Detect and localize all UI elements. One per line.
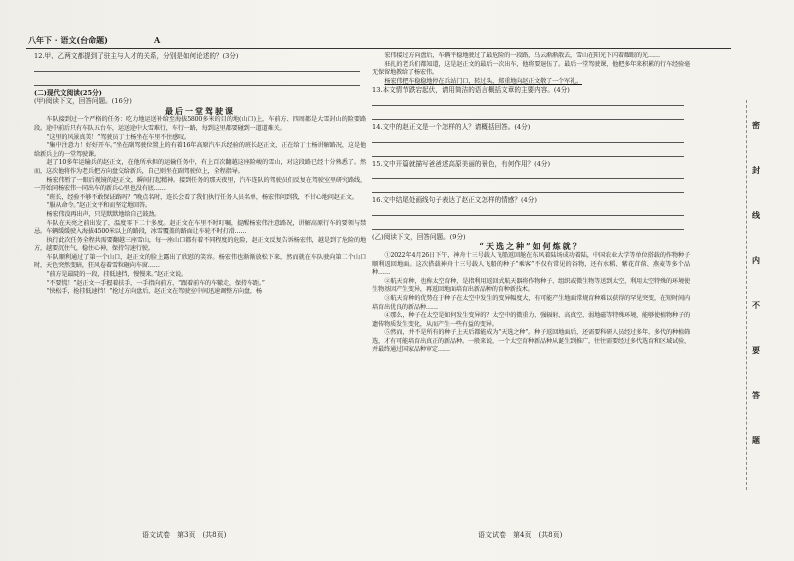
seal-char: 封 [752, 165, 760, 175]
question-16: 16.文中结尾处画线句子表达了赵正文怎样的情感？(4分) [372, 196, 537, 205]
seal-char: 题 [752, 435, 760, 445]
part-a-instructions: (甲)阅读下文，回答问题。(16分) [34, 97, 132, 106]
paragraph: 车队顺利通过了第一个山口，赵正文的脸上露出了欣慰的笑容。杨宏伟也渐渐放松下来，然而就在车队驶向第二个山口时，天色突然变暗，狂风卷着雪粒砸向车窗…… [34, 253, 366, 270]
seal-char: 线 [752, 210, 760, 220]
answer-line [372, 182, 684, 193]
page-footer-right: 语文试卷 第4页 (共8页) [478, 531, 563, 539]
paragraph: 车队在天亮之前出发了，温度零下二十多度。赵正文在车里不时叮嘱，提醒杨宏伟注意路况，讲解高原行车的要领与禁忌。车辆缓缓驶入海拔4500米以上的路段，冰雪覆盖的路面让车轮不时打滑…… [34, 219, 366, 236]
answer-line [372, 95, 684, 106]
paragraph: 车队接到过一个严格的任务：吃力地运送补给至海拔5800多米的目的地(山口)上，车前方、四周都是大雪封山的险要路段。途中前后只有车队五台车，运送途中大雪难行，车行一路，每到这里都要碰到一道道难关。 [34, 116, 366, 132]
paragraph: 宏伟接过方向盘后，车辆平稳地驶过了最危险的一段路，乌云渐渐散去，雪山在阳光下闪着耀眼的光…… [384, 52, 660, 59]
paragraph: ②航天育种，也称太空育种，是指利用返回式航天器将作物种子、组织或微生物等送到太空，利用太空特殊的环境使生物基因产生变异，再返回地面培育出新品种的育种新技术。 [372, 277, 690, 294]
answer-line [34, 75, 360, 86]
seal-line-warning [736, 100, 772, 490]
article-title: “天选之种”如何炼就？ [479, 241, 583, 252]
seal-char: 密 [752, 120, 760, 130]
paragraph: ③航天育种的优势在于种子在太空中发生的变异幅度大，有可能产生地面常规育种难以获得的罕见突变，在短时间内培育出优良的新品种…… [372, 294, 690, 311]
seal-char: 不 [752, 300, 760, 310]
paragraph: 杨宏伟没再出声，只是默默地给自己鼓劲。 [46, 210, 161, 218]
page-footer-left: 语文试卷 第3页 (共8页) [142, 531, 227, 539]
right-column [372, 52, 690, 520]
question-15: 15.文中开篇就描写爸爸述高原美丽的景色，有何作用？(4分) [372, 159, 551, 168]
paragraph: 杨宏伟暂了一眼后视镜的赵正文，瞬间打起精神。接到任务的那天夜里，汽车连队的驾驶员们反复在驾驶室里研究路线，一开始同杨宏伟一同出车的新兵心里也没有底…… [34, 176, 366, 193]
article-title: 最后一堂驾驶课 [165, 105, 235, 116]
paragraph: “前方是最陡的一段，挂低速挡，慢慢来。”赵正文说。 [46, 271, 187, 279]
paragraph: ①2022年4月26日下午，神舟十三号载人飞船返回舱在东风着陆场成功着陆，中国农业大学等单位搭载的作物种子顺利返回地面。这次搭载神舟十三号载人飞船的种子“乘客”不仅有常见的谷物，还有水稻、紫花苜蓿、燕麦等多个品种…… [372, 251, 690, 277]
question-13: 13.本文情节跌宕起伏，请用简洁的语言概括文章的主要内容。(4分) [372, 86, 570, 95]
section-heading: (二)现代文阅读(25分) [34, 88, 102, 97]
paragraph: 驻扎的老兵们都知道，这是赵正文的最后一次出车，他将要退伍了。最后一堂驾驶课，他把多年来积累的行车经验毫无保留地教给了杨宏伟。 [372, 60, 690, 77]
answer-line [372, 205, 684, 216]
answer-line [372, 146, 684, 157]
paragraph: 执行此次任务全程共需要翻越三座雪山，每一座山口都有着不同程度的危险，赵正文反复告诉杨宏伟，越是到了危险的地方，越要沉住气，稳住心神，保持匀速行驶。 [34, 236, 366, 253]
answer-line [372, 168, 684, 179]
paper-version-label: A [154, 35, 161, 45]
seal-dashed-line [746, 100, 747, 490]
answer-line [372, 132, 684, 143]
paragraph: 赵了10多年运输兵的赵正文，在他所承担的运输任务中，有上百次翻越这座险峻的雪山，对这段路已经十分熟悉了。然而，这次他将作为老兵把方向盘交给新兵，自己则坐在副驾驶位上，全程指导。 [34, 159, 366, 175]
seal-char: 内 [752, 255, 760, 265]
answer-line [34, 61, 360, 72]
paragraph: ④那么，种子在太空是如何发生变异的？太空中的微重力、强辐射、高真空、弱地磁等特殊环境，能够使植物种子的遗传物质发生变化，从而产生一些有益的变异。 [372, 312, 690, 328]
paragraph: “服从命令。”赵正文平和而坚定地回答。 [46, 202, 152, 210]
paragraph: “快松手，抢挂低速挡！”抢过方向盘后，赵正文在驾驶室中间迅速调整方向盘，杨 [46, 288, 262, 296]
question-14: 14.文中的赵正文是一个怎样的人？请概括回答。(4分) [372, 122, 531, 131]
question-12: 12.甲、乙两文都提到了驻主与人才的关系，分别是如何论述的？(3分) [34, 52, 239, 60]
paragraph: “班长，经验不够不敢保证路吗？”晚点名时，连长会看了我们执行任务人员名单，杨宏伟问到我，不甘心地问赵正文。 [46, 193, 358, 201]
answer-line [372, 219, 684, 230]
left-column [34, 52, 366, 520]
underlined-paragraph: 杨宏伟把车稳稳地停在兵站门口，转过头，郑重地向赵正文敬了一个军礼。 [384, 77, 582, 85]
page-header [26, 34, 731, 49]
answer-line [372, 109, 684, 120]
paragraph: “这里的风景真美！”驾驶员丁士杨坐在车里不住感叹。 [46, 133, 191, 141]
paragraph: “不要慌！”赵正文一手握着扶手，一手指向前方，“跟着前车的车辙走，保持车距。” [46, 279, 265, 287]
part-b-instructions: (乙)阅读下文，回答问题。(9分) [372, 232, 466, 241]
seal-char: 答 [752, 390, 760, 400]
seal-char: 要 [752, 345, 760, 355]
paragraph: ⑤然而，并不是所有的种子上天后都能成为“天选之种”。种子返回地面后，还需要科研人员经过多年、多代的种植筛选，才有可能培育出真正的新品种。一般来说，一个太空育种新品种从诞生到推广，往往需要经过多代选育和区域试验，并最终通过国家品种审定…… [372, 329, 690, 354]
grade-subject-label: 八年下 · 语文(台命题) [28, 35, 108, 45]
paragraph: “集中注意力！好好开车。”坐在副驾驶位置上的有着16年高原汽车兵经验的班长赵正文，正在给丁士杨讲解路况，这是他给新兵上的一堂驾驶课。 [34, 142, 366, 158]
